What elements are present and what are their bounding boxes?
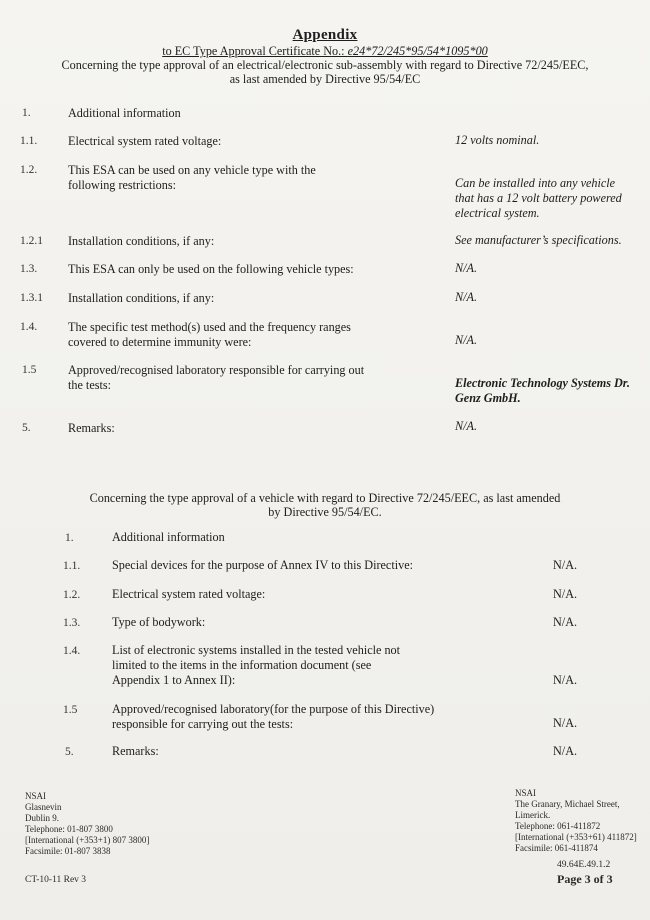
header-subtitle-line2: as last amended by Directive 95/54/EC <box>229 72 421 86</box>
section2-heading-line1: Concerning the type approval of a vehicle with regard to Directive 72/245/EEC, as last amended <box>89 491 561 505</box>
row-label: Remarks: <box>112 744 159 758</box>
row-value: N/A. <box>455 261 478 275</box>
row-value: N/A. <box>455 333 478 347</box>
row-label: Electrical system rated voltage: <box>68 134 222 148</box>
row-label: This ESA can only be used on the following vehicle types: <box>68 262 354 276</box>
section2-heading-line2: by Directive 95/54/EC. <box>268 505 382 519</box>
row-number: 1.4. <box>63 645 81 657</box>
footer-facsimile: Facsimile: 01-807 3838 <box>25 846 111 856</box>
row-number: 1. <box>22 107 31 119</box>
row-label: Installation conditions, if any: <box>68 291 215 305</box>
document-reference: 49.64E.49.1.2 <box>557 860 611 870</box>
certificate-number: e24*72/245*95/54*1095*00 <box>347 44 488 58</box>
row-value: N/A. <box>553 716 578 730</box>
row-label: Approved/recognised laboratory(for the purpose of this Directive) responsible for carrying out the tests: <box>112 702 435 731</box>
row-value: N/A. <box>455 290 478 304</box>
footer-address-line: The Granary, Michael Street, <box>515 799 620 809</box>
appendix-title: Appendix <box>292 27 358 43</box>
footer-international: [International (+353+1) 807 3800] <box>25 835 150 845</box>
row-label: List of electronic systems installed in the tested vehicle not limited to the items in the information document (see Appendix 1 to Annex II): <box>112 643 401 687</box>
row-number: 1.3. <box>63 617 81 629</box>
row-number: 1. <box>65 532 74 544</box>
certificate-prefix: to EC Type Approval Certificate No.: <box>162 44 348 58</box>
row-number: 1.1. <box>20 135 38 147</box>
row-label: Approved/recognised laboratory responsible for carrying out the tests: <box>68 363 365 392</box>
footer-address-line: Glasnevin <box>25 802 62 812</box>
row-value: Electronic Technology Systems Dr. Genz GmbH. <box>455 376 630 405</box>
row-value: N/A. <box>553 587 578 601</box>
row-value: N/A. <box>553 615 578 629</box>
footer-international: [International (+353+61) 411872] <box>515 832 637 842</box>
row-value: N/A. <box>455 419 478 433</box>
row-number: 5. <box>65 746 74 758</box>
row-label: Special devices for the purpose of Annex IV to this Directive: <box>112 558 413 572</box>
footer-address-line: Dublin 9. <box>25 813 60 823</box>
row-label: Type of bodywork: <box>112 615 206 629</box>
row-number: 5. <box>22 422 31 434</box>
row-value: N/A. <box>553 558 578 572</box>
row-number: 1.5 <box>22 364 37 376</box>
row-number: 1.2.1 <box>20 235 43 247</box>
row-number: 1.3. <box>20 263 38 275</box>
footer-telephone: Telephone: 01-807 3800 <box>25 824 113 834</box>
row-value: See manufacturer’s specifications. <box>455 233 622 247</box>
footer-facsimile: Facsimile: 061-411874 <box>515 843 598 853</box>
header-subtitle-line1: Concerning the type approval of an electrical/electronic sub-assembly with regard to Directive 72/245/EEC, <box>61 58 589 72</box>
row-label: This ESA can be used on any vehicle type with the following restrictions: <box>68 163 316 192</box>
row-number: 1.2. <box>20 164 38 176</box>
row-value: Can be installed into any vehicle that has a 12 volt battery powered electrical system. <box>455 176 622 220</box>
page-number: Page 3 of 3 <box>557 872 613 886</box>
row-number: 1.4. <box>20 321 38 333</box>
row-number: 1.2. <box>63 589 81 601</box>
row-label: Additional information <box>112 530 225 544</box>
footer-address-dublin <box>25 791 149 857</box>
row-label: The specific test method(s) used and the frequency ranges covered to determine immunity were: <box>68 320 351 349</box>
row-label: Additional information <box>68 106 181 120</box>
row-value: N/A. <box>553 673 578 687</box>
footer-org: NSAI <box>515 788 537 798</box>
row-label: Electrical system rated voltage: <box>112 587 266 601</box>
row-number: 1.3.1 <box>20 292 43 304</box>
footer-org: NSAI <box>25 791 47 801</box>
form-reference: CT-10-11 Rev 3 <box>25 875 87 885</box>
row-label: Remarks: <box>68 421 115 435</box>
footer-address-line: Limerick. <box>515 810 551 820</box>
footer-telephone: Telephone: 061-411872 <box>515 821 601 831</box>
certificate-line <box>0 44 650 59</box>
row-number: 1.1. <box>63 560 81 572</box>
row-value: N/A. <box>553 744 578 758</box>
row-value: 12 volts nominal. <box>455 133 540 147</box>
row-number: 1.5 <box>63 704 78 716</box>
footer-address-limerick <box>515 788 637 854</box>
row-label: Installation conditions, if any: <box>68 234 215 248</box>
